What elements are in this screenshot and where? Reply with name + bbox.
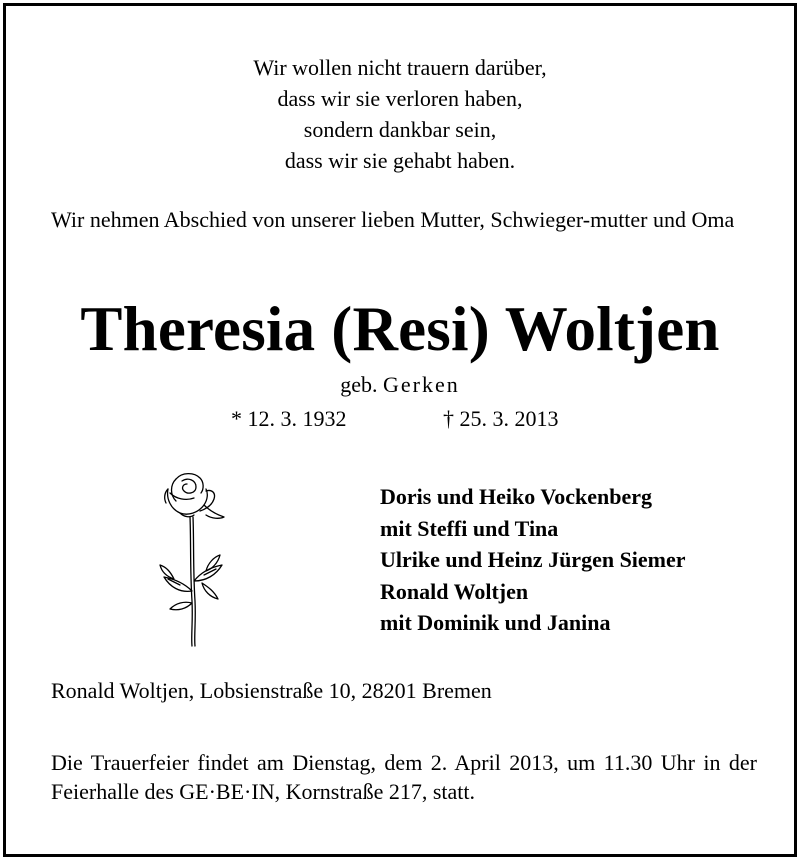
poem-line: dass wir sie verloren haben,: [277, 86, 523, 111]
mourner-line: Ronald Woltjen: [380, 578, 529, 604]
mourner-line: mit Dominik und Janina: [380, 610, 611, 635]
mourner-line: Doris und Heiko Vockenberg: [380, 484, 652, 509]
birth-date: * 12. 3. 1932: [231, 406, 347, 431]
intro-text: Wir nehmen Abschied von unserer lieben Mutter, Schwieger-mutter und Oma: [51, 207, 735, 232]
deceased-name: Theresia (Resi) Woltjen: [80, 294, 720, 364]
contact-address: Ronald Woltjen, Lobsienstraße 10, 28201 Bremen: [51, 678, 492, 703]
funeral-info: Die Trauerfeier findet am Dienstag, dem 2. April 2013, um 11.30 Uhr in der Feierhalle des GE·BE·IN, Kornstraße 217, statt.: [51, 750, 757, 804]
poem-line: dass wir sie gehabt haben.: [284, 148, 516, 173]
poem-line: Wir wollen nicht trauern darüber,: [253, 55, 547, 80]
poem: [6, 52, 794, 176]
poem-line: sondern dankbar sein,: [303, 117, 497, 142]
maiden-name-line: [6, 370, 794, 400]
rose-icon: [146, 471, 236, 651]
mourner-line: mit Steffi und Tina: [380, 515, 559, 541]
mourner-line: Ulrike und Heinz Jürgen Siemer: [380, 547, 686, 572]
death-date: † 25. 3. 2013: [443, 406, 559, 431]
obituary-notice: [3, 3, 797, 857]
maiden-prefix: geb.: [340, 372, 378, 397]
maiden-name: Gerken: [383, 372, 460, 397]
mourners-list: [380, 481, 686, 639]
